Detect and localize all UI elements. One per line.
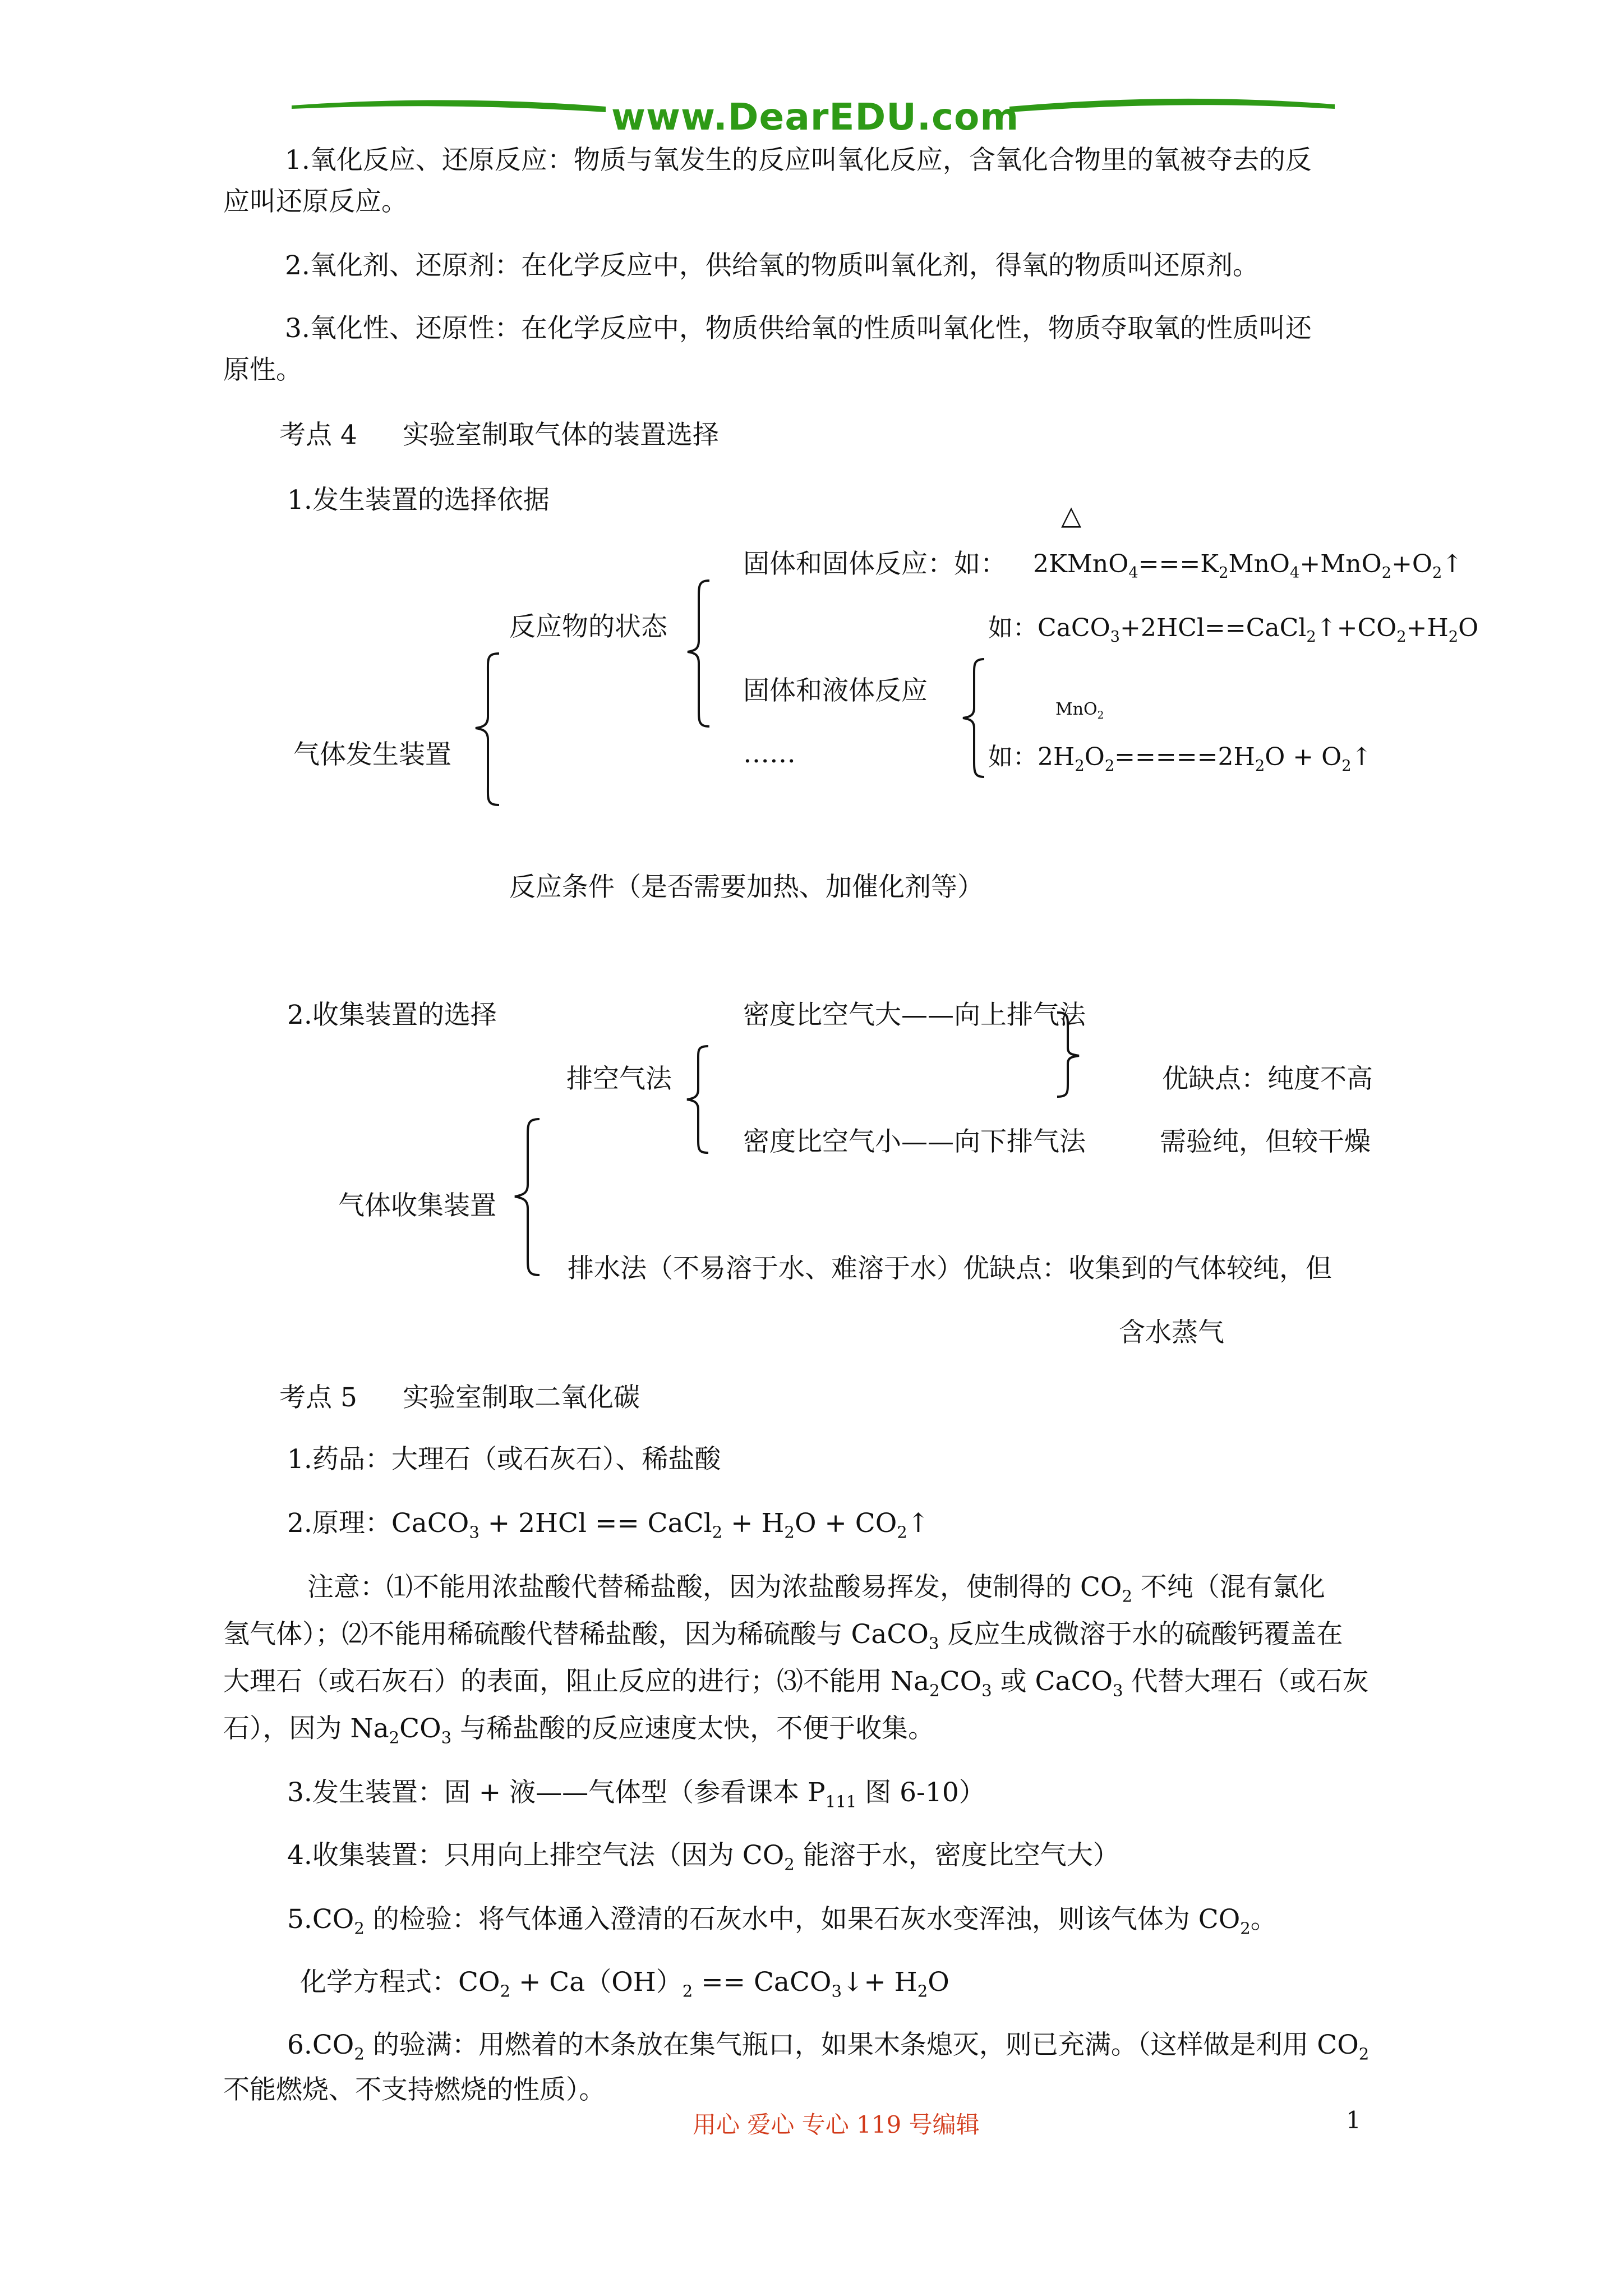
brace-air-pros — [1054, 1010, 1082, 1099]
section-collection: 2.收集装置的选择 — [287, 1000, 497, 1030]
test-equation: 化学方程式：$CO_2 + Ca(OH)_2$ == CaCO$_3$↓+ $H_2O$ — [300, 1967, 949, 2001]
reactant-state-label: 反应物的状态 — [509, 611, 667, 642]
solid-liquid-label: 固体和液体反应 — [743, 675, 928, 706]
generator-apparatus: 3.发生装置：固 + 液——气体型（参看课本 $P_{111}$ 图 6-10） — [287, 1777, 985, 1811]
brace-air-method — [683, 1043, 711, 1156]
solid-solid-label: 固体和固体反应：如： — [743, 549, 1007, 579]
upward-air-method: 密度比空气大——向上排气法 — [743, 1000, 1086, 1030]
keypoint-5-label: 考点 5 — [279, 1382, 357, 1413]
downward-air-method: 密度比空气小——向下排气法 — [743, 1126, 1086, 1157]
co2-full-check: $6.CO_2$ 的验满：用燃着的木条放在集气瓶口，如果木条熄灭，则已充满。（这样做是利用 $CO_2$ — [287, 2030, 1370, 2064]
catalyst-mno2: MnO$_2$ — [1055, 700, 1104, 721]
heat-symbol: △ — [1061, 500, 1082, 531]
equation-h2o2: 如：$2H_2O_2=====2H_2O$ + $O_2↑$ — [988, 743, 1372, 775]
pros-cons-dry: 需验纯，但较干燥 — [1160, 1126, 1371, 1157]
reaction-condition: 反应条件（是否需要加热、加催化剂等） — [509, 872, 984, 903]
brace-collection-root — [510, 1116, 544, 1279]
pros-cons-purity: 优缺点：纯度不高 — [1162, 1064, 1373, 1094]
site-logo: www.DearEDU.com — [611, 95, 1020, 139]
air-displacement-label: 排空气法 — [566, 1064, 672, 1094]
co2-full-check-cont: 不能燃烧、不支持燃烧的性质）。 — [223, 2074, 606, 2105]
brace-reactant-state — [684, 578, 712, 729]
keypoint-5-title: 实验室制取二氧化碳 — [403, 1382, 640, 1413]
water-displacement: 排水法（不易溶于水、难溶于水）优缺点：收集到的气体较纯，但 — [568, 1253, 1332, 1284]
principle-equation: 2.原理：CaCO$_3$ + 2HCl == CaCl$_2$ + $H_2O$ + $CO_2↑$ — [287, 1508, 930, 1542]
para-oxidizing-property: 3.氧化性、还原性：在化学反应中，物质供给氧的性质叫氧化性，物质夺取氧的性质叫还 — [285, 313, 1312, 344]
para-oxidizing-property-cont: 原性。 — [223, 355, 302, 385]
ellipsis: …… — [743, 738, 796, 769]
collection-apparatus: 4.收集装置：只用向上排空气法（因为 $CO_2$ 能溶于水，密度比空气大） — [287, 1840, 1119, 1874]
section-generator-basis: 1.发生装置的选择依据 — [287, 485, 550, 516]
keypoint-4-label: 考点 4 — [279, 420, 357, 450]
gas-generator-root: 气体发生装置 — [293, 739, 451, 770]
keypoint-4-title: 实验室制取气体的装置选择 — [403, 420, 719, 450]
note-line-4: 石），因为 $Na_2CO_3$ 与稀盐酸的反应速度太快，不便于收集。 — [223, 1713, 935, 1747]
equation-caco3: 如：$CaCO_3+2HCl==CaCl_2↑+CO_2+H_2O$ — [988, 614, 1479, 646]
page-number: 1 — [1346, 2106, 1361, 2134]
co2-test: $5.CO_2$ 的检验：将气体通入澄清的石灰水中，如果石灰水变浑浊，则该气体为 $CO_2$。 — [287, 1904, 1277, 1938]
note-line-1: 注意：⑴不能用浓盐酸代替稀盐酸，因为浓盐酸易挥发，使制得的 $CO_2$ 不纯（混有氯化 — [307, 1572, 1325, 1606]
note-line-3: 大理石（或石灰石）的表面，阻止反应的进行；⑶不能用 $Na_2CO_3$ 或 CaCO$_3$ 代替大理石（或石灰 — [223, 1666, 1369, 1700]
water-vapor-note: 含水蒸气 — [1119, 1317, 1224, 1348]
para-oxidation-reduction: 1.氧化反应、还原反应：物质与氧发生的反应叫氧化反应，含氧化合物里的氧被夺去的反 — [285, 145, 1312, 176]
reagents: 1.药品：大理石（或石灰石）、稀盐酸 — [287, 1444, 721, 1475]
brace-solid-liquid — [959, 656, 987, 780]
brace-generator-root — [471, 651, 505, 808]
para-oxidant-reductant: 2.氧化剂、还原剂：在化学反应中，供给氧的物质叫氧化剂，得氧的物质叫还原剂。 — [285, 250, 1259, 281]
note-line-2: 氢气体）；⑵不能用稀硫酸代替稀盐酸，因为稀硫酸与 CaCO$_3$ 反应生成微溶于水的硫酸钙覆盖在 — [223, 1619, 1343, 1653]
equation-kmno4: $2KMnO_4===K_2MnO_4+MnO_2+O_2↑$ — [1033, 550, 1463, 582]
gas-collection-root: 气体收集装置 — [338, 1190, 496, 1221]
footer-editor-note: 用心 爱心 专心 119 号编辑 — [693, 2111, 980, 2138]
para-oxidation-reduction-cont: 应叫还原反应。 — [223, 186, 408, 217]
